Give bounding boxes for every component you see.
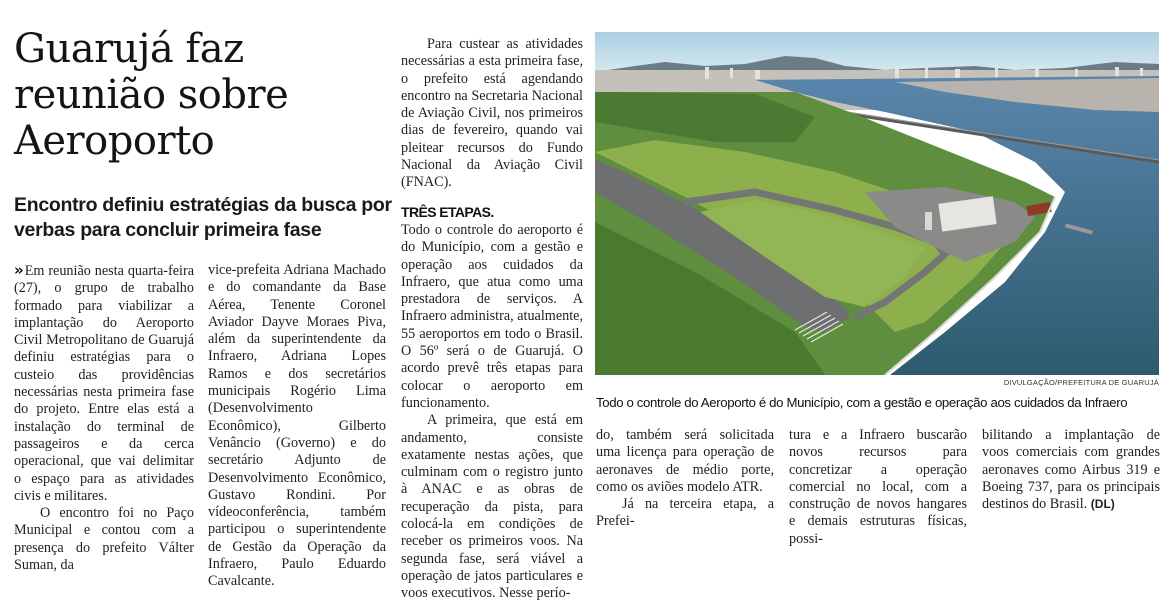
article-column-4 [596,427,774,531]
article-column-1 [14,262,194,574]
article-column-5 [789,427,967,548]
paragraph: Já na terceira etapa, a Prefei- [596,496,774,530]
control-tower [925,212,932,230]
paragraph: Todo o controle do aeroporto é do Município, com a gestão e operação aos cuidados da Infraero, que atua como uma prestadora de serviços. A Infraero administra, atualmente, 55 aeroportos em todo o Brasil. O 56º será o de Guarujá. O acordo prevê três etapas para colocar o aeroporto em funcionamento. [401,221,583,411]
paragraph [982,427,1160,513]
subheadline: Encontro definiu estratégias da busca por verbas para concluir primeira fase [14,194,392,241]
paragraph: O encontro foi no Paço Municipal e contou com a presença do prefeito Válter Suman, da [14,505,194,574]
article-column-3 [401,36,583,603]
headline: Guarujá faz reunião sobre Aeroporto [14,26,289,164]
chevron-right-icon: » [14,261,21,279]
paragraph: Para custear as atividades necessárias a esta primeira fase, o prefeito está agendando encontro na Secretaria Nacional de Aviação Civil, nos primeiros dias de fevereiro, quando vai pleitear recursos do Fundo Nacional da Aviação Civil (FNAC). [401,36,583,191]
article-column-2 [208,262,386,591]
paragraph: vice-prefeita Adriana Machado e do comandante da Base Aérea, Tenente Coronel Aviador Dayve Moraes Piva, além da superintendente da Infraero, Adriana Lopes Ramos e dos secretários municipais Rogério Lima (Desenvolvimento Econômico), Gilberto Venâncio (Governo) e do secretário Adjunto de Desenvolvimento Econômico, Gustavo Rondini. Por vídeoconferência, também participou o superintendente de Gestão da Operação da Infraero, Paulo Eduardo Cavalcante. [208,262,386,590]
airport-aerial-photo [595,32,1159,375]
subsection-title: TRÊS ETAPAS. [401,203,494,220]
paragraph: do, também será solicitada uma licença para operação de aeronaves de médio porte, como os aviões modelo ATR. [596,427,774,495]
photo-caption: Todo o controle do Aeroporto é do Município, com a gestão e operação aos cuidados da Infraero [596,395,1128,410]
lead-paragraph-text: Em reunião nesta quarta-feira (27), o grupo de trabalho formado para viabilizar a implantação do Aeroporto Civil Metropolitano de Guarujá definiu estratégias para o custeio das providências necessárias nesta primeira fase do projeto. Entre elas está a instalação do terminal de passageiros e da cerca operacional, que vai delimitar o espaço para as atividades civis e militares. [14,263,194,504]
paragraph-text: bilitando a implantação de voos comerciais com grandes aeronaves como Airbus 319 e Boeing 737, para os principais destinos do Brasil. [982,427,1160,513]
aerial-photo-illustration [595,32,1159,375]
author-signoff: (DL) [1090,497,1115,512]
lead-paragraph [14,262,194,505]
photo-credit: DIVULGAÇÃO/PREFEITURA DE GUARUJÁ [1003,378,1159,387]
article-column-6 [982,427,1160,513]
paragraph: A primeira, que está em andamento, consiste exatamente nestas ações, que culminam com o registro junto à ANAC e as obras de recuperação da pista, para colocá-la em condições de receber os primeiros voos. Na segunda fase, será viável a operação de jatos particulares e voos executivos. Nesse perío- [401,412,583,602]
paragraph: tura e a Infraero buscarão novos recursos para concretizar a operação comercial no local, com a construção de novos hangares e demais estruturas físicas, possi- [789,427,967,547]
